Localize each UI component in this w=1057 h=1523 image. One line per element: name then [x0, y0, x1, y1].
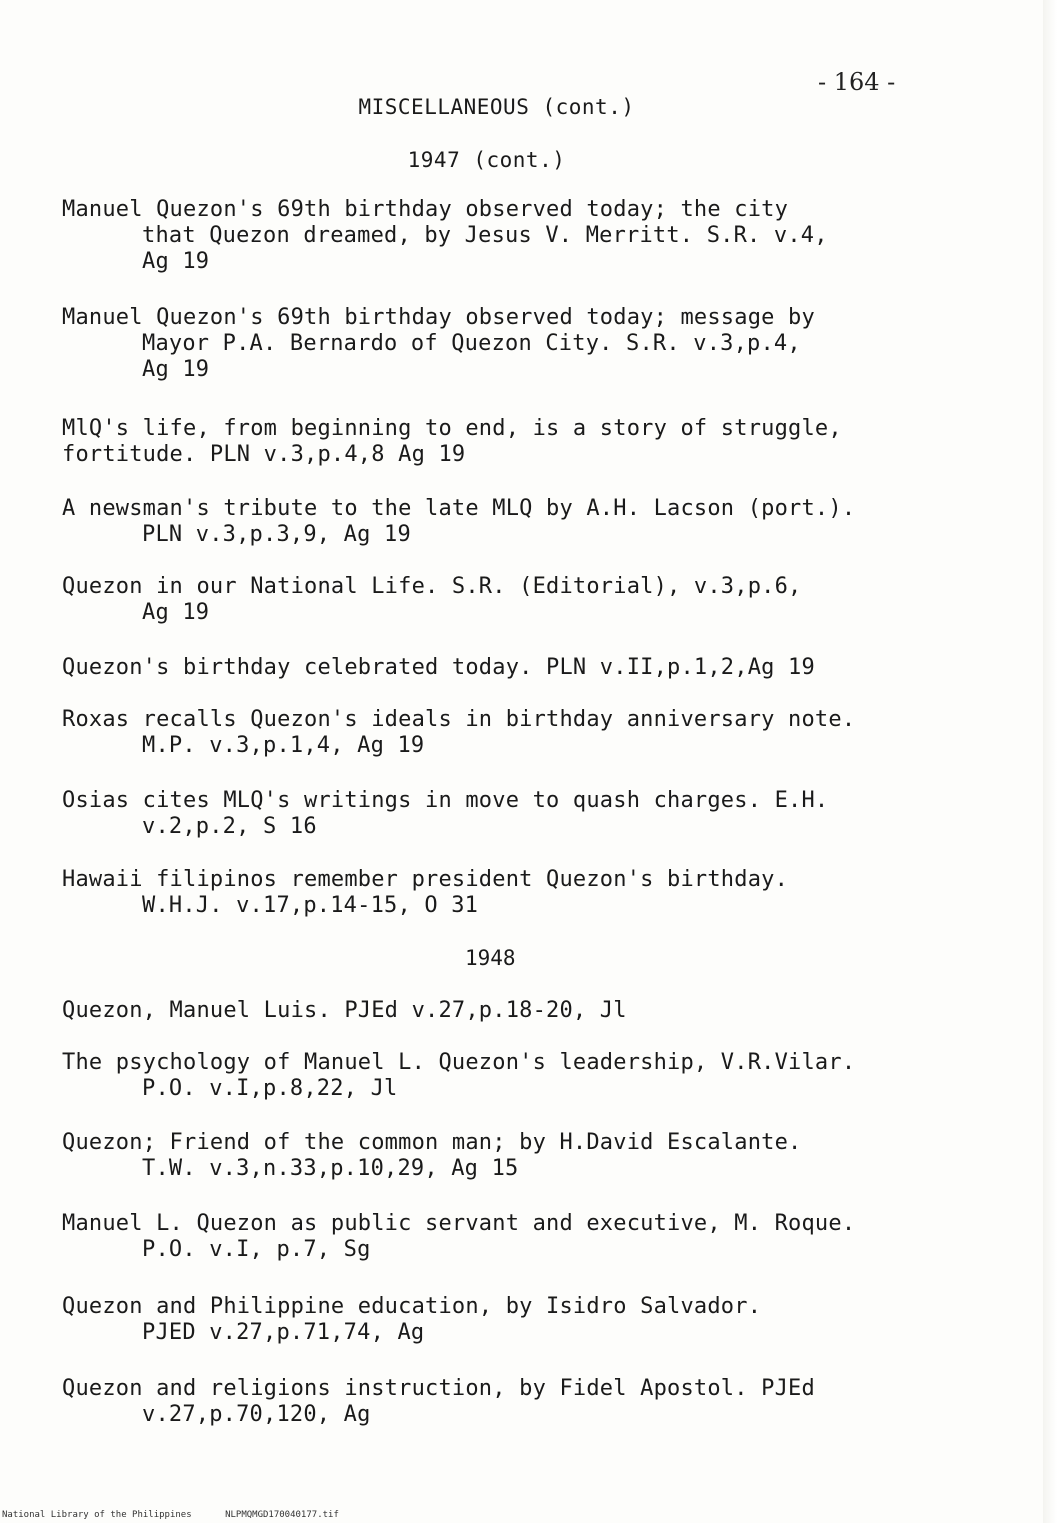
- entry-line: Quezon and Philippine education, by Isidro Salvador.: [62, 1294, 762, 1319]
- list-item: [62, 574, 962, 626]
- entry-line: MlQ's life, from beginning to end, is a story of struggle,: [62, 416, 842, 441]
- entry-line: Ag 19: [142, 600, 210, 625]
- entry-line: Roxas recalls Quezon's ideals in birthday anniversary note.: [62, 707, 856, 732]
- list-item: [62, 1376, 962, 1428]
- entry-line: Mayor P.A. Bernardo of Quezon City. S.R. v.3,p.4,: [142, 331, 801, 356]
- entry-line: Manuel L. Quezon as public servant and executive, M. Roque.: [62, 1211, 856, 1236]
- entry-line: Osias cites MLQ's writings in move to quash charges. E.H.: [62, 788, 829, 813]
- section-heading-1947: 1947 (cont.): [407, 148, 566, 172]
- entry-line: v.27,p.70,120, Ag: [142, 1402, 371, 1427]
- scan-footer: [2, 1510, 367, 1520]
- entry-line: Ag 19: [142, 357, 210, 382]
- entry-line: M.P. v.3,p.1,4, Ag 19: [142, 733, 425, 758]
- entry-line: PJED v.27,p.71,74, Ag: [142, 1320, 425, 1345]
- entry-line: P.O. v.I,p.8,22, Jl: [142, 1076, 398, 1101]
- entry-line: that Quezon dreamed, by Jesus V. Merritt. S.R. v.4,: [142, 223, 828, 248]
- entry-line: Quezon; Friend of the common man; by H.David Escalante.: [62, 1130, 802, 1155]
- footer-library: National Library of the Philippines: [2, 1510, 192, 1520]
- page-edge: [1043, 0, 1057, 1523]
- entry-line: Ag 19: [142, 249, 210, 274]
- entry-line: v.2,p.2, S 16: [142, 814, 317, 839]
- entry-line: PLN v.3,p.3,9, Ag 19: [142, 522, 411, 547]
- list-item: [62, 655, 962, 681]
- section-heading-1948: 1948: [465, 946, 516, 970]
- list-item: [62, 305, 962, 383]
- entry-line: fortitude. PLN v.3,p.4,8 Ag 19: [62, 442, 466, 467]
- entry-line: Hawaii filipinos remember president Quezon's birthday.: [62, 867, 789, 892]
- list-item: [62, 1050, 962, 1102]
- list-item: [62, 788, 962, 840]
- page-title: MISCELLANEOUS (cont.): [358, 95, 635, 119]
- entry-line: Quezon's birthday celebrated today. PLN v.II,p.1,2,Ag 19: [62, 655, 815, 680]
- footer-file: NLPMQMGD170040177.tif: [225, 1510, 339, 1520]
- entry-line: T.W. v.3,n.33,p.10,29, Ag 15: [142, 1156, 519, 1181]
- page-number: - 164 -: [818, 68, 896, 96]
- list-item: [62, 416, 962, 468]
- entry-line: Manuel Quezon's 69th birthday observed today; the city: [62, 197, 789, 222]
- list-item: [62, 496, 962, 548]
- list-item: [62, 1130, 962, 1182]
- list-item: [62, 1294, 962, 1346]
- list-item: [62, 197, 962, 275]
- entry-line: Manuel Quezon's 69th birthday observed today; message by: [62, 305, 815, 330]
- entry-line: Quezon, Manuel Luis. PJEd v.27,p.18-20, Jl: [62, 998, 627, 1023]
- entry-line: Quezon and religions instruction, by Fidel Apostol. PJEd: [62, 1376, 815, 1401]
- list-item: [62, 867, 962, 919]
- entry-line: The psychology of Manuel L. Quezon's leadership, V.R.Vilar.: [62, 1050, 856, 1075]
- list-item: [62, 707, 962, 759]
- entry-line: A newsman's tribute to the late MLQ by A.H. Lacson (port.).: [62, 496, 856, 521]
- entry-line: Quezon in our National Life. S.R. (Editorial), v.3,p.6,: [62, 574, 802, 599]
- list-item: [62, 1211, 962, 1263]
- list-item: [62, 998, 962, 1024]
- entry-line: P.O. v.I, p.7, Sg: [142, 1237, 371, 1262]
- entry-line: W.H.J. v.17,p.14-15, O 31: [142, 893, 479, 918]
